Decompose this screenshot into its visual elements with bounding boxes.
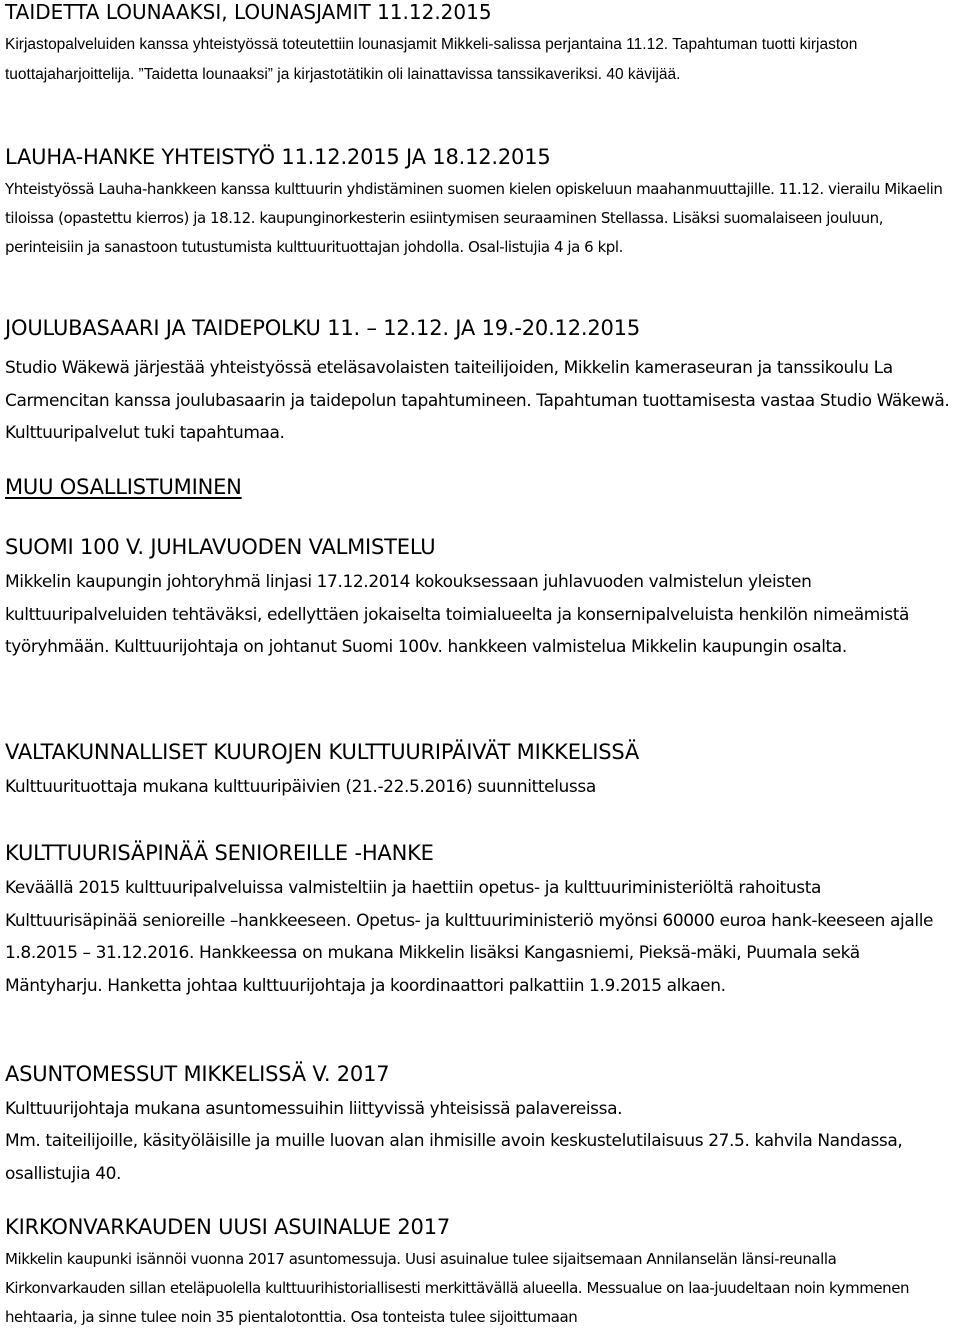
section-heading-senioreille: KULTTUURISÄPINÄÄ SENIOREILLE -HANKE: [5, 841, 434, 865]
section-body-lauha: Yhteistyössä Lauha-hankkeen kanssa kulttuurin yhdistäminen suomen kielen opiskeluun maahanmuuttajille. 11.12. vierailu Mikaelin tiloissa (opastettu kierros) ja 18.12. kaupunginorkesterin esiintymisen seuraaminen Stellassa. Lisäksi suomalaiseen jouluun, perinteisiin ja sanastoon tutustumista kulttuurituottajan johdolla. Osal-listujia 4 ja 6 kpl.: [5, 180, 943, 256]
section-heading-kirkonvarkaus: KIRKONVARKAUDEN UUSI ASUINALUE 2017: [5, 1215, 451, 1239]
section-body-joulubasaari: Studio Wäkewä järjestää yhteistyössä eteläsavolaisten taiteilijoiden, Mikkelin kameraseuran ja tanssikoulu La Carmencitan kanssa joulubasaarin ja taidepolun tapahtumineen. Tapahtuman tuottamisesta vastaa Studio Wäkewä. Kulttuuripalvelut tuki tapahtumaa.: [5, 358, 950, 443]
section-heading-suomi100: SUOMI 100 V. JUHLAVUODEN VALMISTELU: [5, 535, 436, 559]
section-heading-lauha: LAUHA-HANKE YHTEISTYÖ 11.12.2015 JA 18.12.2015: [5, 145, 551, 169]
section-body-senioreille: Keväällä 2015 kulttuuripalveluissa valmisteltiin ja haettiin opetus- ja kulttuuriministeriöltä rahoitusta Kulttuurisäpinää senioreille –hankkeeseen. Opetus- ja kulttuuriministeriö myönsi 60000 euroa hank-keeseen ajalle 1.8.2015 – 31.12.2016. Hankkeessa on mukana Mikkelin lisäksi Kangasniemi, Pieksä-mäki, Puumala sekä Mäntyharju. Hanketta johtaa kulttuurijohtaja ja koordinaattori palkattiin 1.9.2015 alkaen.: [5, 878, 934, 996]
section-body-kirkonvarkaus: Mikkelin kaupunki isännöi vuonna 2017 asuntomessuja. Uusi asuinalue tulee sijaitsemaan Annilanselän länsi-reunalla Kirkonvarkauden sillan eteläpuolella kulttuurihistoriallisesti merkittävällä alueella. Messualue on laa-juudeltaan noin kymmenen hehtaaria, ja sinne tulee noin 35 pientalotonttia. Osa tonteista tulee sijoittumaan: [5, 1250, 910, 1326]
section-body-lounas: Kirjastopalveluiden kanssa yhteistyössä toteutettiin lounasjamit Mikkeli-salissa perjantaina 11.12. Tapahtuman tuotti kirjaston tuottajaharjoittelija. ”Taidetta lounaaksi” ja kirjastotätikin oli lainattavissa tanssikaveriksi. 40 kävijää.: [5, 36, 858, 83]
section-heading-kuurot: VALTAKUNNALLISET KUUROJEN KULTTUURIPÄIVÄT MIKKELISSÄ: [5, 740, 640, 764]
section-heading-lounas: TAIDETTA LOUNAAKSI, LOUNASJAMIT 11.12.2015: [5, 0, 492, 24]
section-body-kuurot: Kulttuurituottaja mukana kulttuuripäivien (21.-22.5.2016) suunnittelussa: [5, 777, 596, 797]
section-body-suomi100: Mikkelin kaupungin johtoryhmä linjasi 17.12.2014 kokouksessaan juhlavuoden valmistelun yleisten kulttuuripalveluiden tehtäväksi, edellyttäen jokaiselta toimialueelta ja konsernipalveluista henkilön nimeämistä työryhmään. Kulttuurijohtaja on johtanut Suomi 100v. hankkeen valmistelua Mikkelin kaupungin osalta.: [5, 572, 909, 657]
section-body-asuntomessut-2: Mm. taiteilijoille, käsityöläisille ja muille luovan alan ihmisille avoin keskustelutilaisuus 27.5. kahvila Nandassa, osallistujia 40.: [5, 1131, 903, 1184]
section-body-asuntomessut-1: Kulttuurijohtaja mukana asuntomessuihin liittyvissä yhteisissä palavereissa.: [5, 1099, 623, 1119]
section-heading-asuntomessut: ASUNTOMESSUT MIKKELISSÄ V. 2017: [5, 1062, 390, 1086]
section-heading-muu-osallistuminen: MUU OSALLISTUMINEN: [5, 475, 242, 499]
section-heading-joulubasaari: JOULUBASAARI JA TAIDEPOLKU 11. – 12.12. JA 19.-20.12.2015: [5, 316, 640, 340]
